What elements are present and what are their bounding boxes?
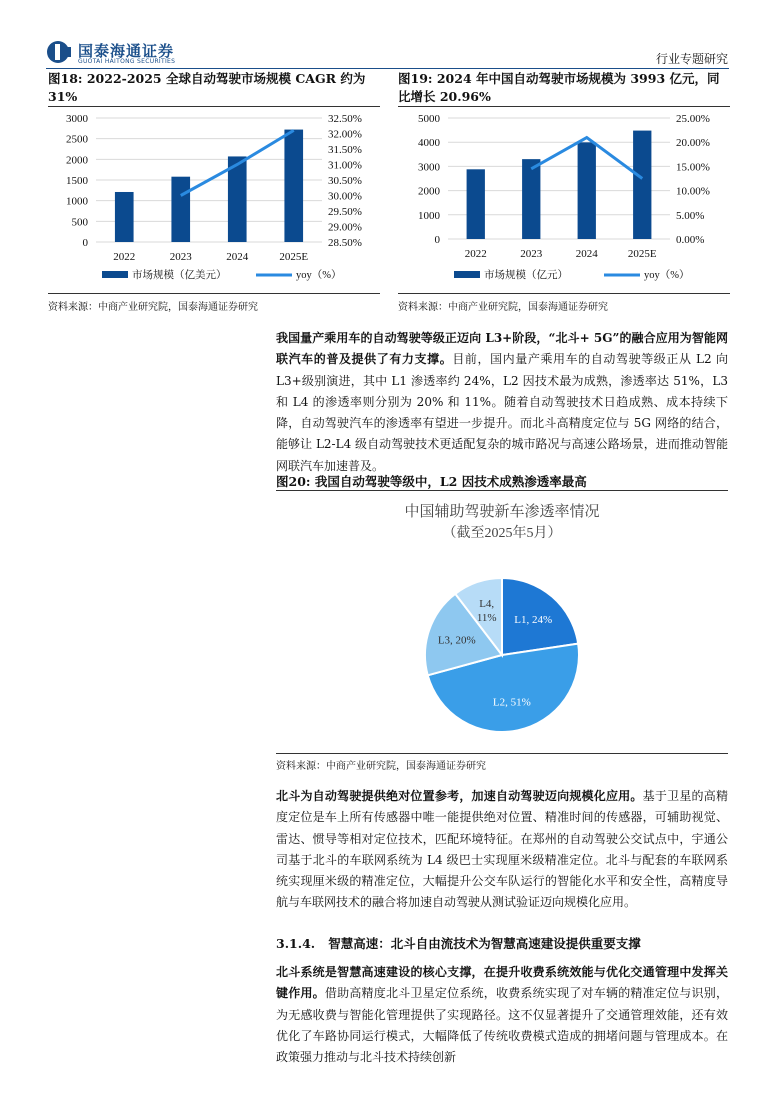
fig18-xtick: 2023 [169, 251, 192, 263]
fig19-xtick: 2024 [575, 248, 598, 260]
fig19-xtick: 2023 [520, 248, 543, 260]
fig18-ytick-right: 29.50% [328, 206, 362, 218]
fig19-legend-line-label: yoy（%） [644, 270, 690, 281]
fig20-chart [276, 492, 728, 750]
fig18-ytick-right: 31.00% [328, 159, 362, 172]
fig18-ytick-right: 30.00% [328, 190, 362, 203]
fig20-pie-title: 中国辅助驾驶新车渗透率情况 [404, 504, 600, 520]
fig18-xtick: 2022 [113, 251, 136, 263]
fig20-pie-label-l2: L2, 51% [492, 696, 531, 709]
fig19-ytick-left: 4000 [418, 137, 440, 150]
fig20-pie-label-l3: L3, 20% [437, 634, 476, 647]
paragraph-smart-highway-body: 借助高精度北斗卫星定位系统，收费系统实现了对车辆的精准定位与识别，为无感收费与智能化管理提供了实现路径。这不仅显著提升了交通管理效能，还有效优化了车路协同运行模式，大幅降低了传统收费模式造成的拥堵问题与管理成本。在政策强力推动与北斗技术持续创新 [276, 986, 728, 1065]
fig19-ytick-left: 0 [434, 234, 440, 246]
fig19-legend-bar-swatch [454, 271, 480, 278]
fig19-bar [633, 131, 651, 239]
fig19-ytick-right: 25.00% [676, 113, 710, 125]
fig18-ytick-left: 0 [82, 237, 88, 249]
fig18-legend-bar-swatch [102, 271, 128, 278]
fig20-bottom-rule [276, 753, 728, 754]
fig18-bottom-rule [48, 293, 380, 294]
fig18-bar [115, 192, 134, 242]
fig18-xtick: 2024 [226, 251, 249, 263]
fig19-legend-bar-label: 市场规模（亿元） [484, 270, 568, 281]
header-divider [46, 68, 729, 69]
fig20-source: 资料来源：中商产业研究院，国泰海通证券研究 [276, 761, 486, 772]
paragraph-smart-highway [276, 962, 728, 1068]
fig18-ytick-left: 2000 [66, 154, 88, 167]
fig18-chart [48, 108, 380, 288]
fig20-pie-label-l4: L4, 11% [476, 597, 497, 624]
fig19-bar [467, 169, 485, 239]
fig18-title-rule [48, 106, 380, 107]
fig19-bar [578, 142, 596, 239]
fig19-ytick-right: 15.00% [676, 161, 710, 174]
fig18-source: 资料来源：中商产业研究院，国泰海通证券研究 [48, 302, 258, 313]
fig20-pie-subtitle: （截至2025年5月） [442, 526, 562, 541]
fig18-bar [171, 177, 190, 242]
fig19-title: 图19: 2024 年中国自动驾驶市场规模为 3993 亿元，同比增长 20.96% [398, 71, 720, 104]
fig18-ytick-left: 1500 [66, 175, 88, 187]
fig19-xtick: 2022 [464, 248, 487, 260]
fig18-legend-line-label: yoy（%） [296, 270, 342, 281]
header-report-type: 行业专题研究 [655, 52, 728, 66]
fig19-xtick: 2025E [627, 248, 657, 260]
fig19-ytick-left: 1000 [418, 209, 440, 222]
fig18-ytick-left: 3000 [66, 113, 88, 125]
logo-text: 国泰海通证券 [78, 42, 175, 60]
paragraph-beidou-lead: 北斗为自动驾驶提供绝对位置参考，加速自动驾驶迈向规模化应用。 [276, 789, 643, 803]
fig18-ytick-right: 29.00% [328, 221, 362, 234]
paragraph-smart-highway-lead: 北斗系统是智慧高速建设的核心支撑，在提升收费系统效能与优化交通管理中发挥关键作用。 [276, 965, 728, 1001]
fig18-ytick-left: 2500 [66, 133, 88, 146]
fig19-title-rule [398, 106, 730, 107]
paragraph-beidou-positioning [276, 786, 728, 914]
logo-icon [46, 40, 74, 64]
fig19-ytick-left: 5000 [418, 113, 440, 125]
fig18-title: 图18: 2022-2025 全球自动驾驶市场规模 CAGR 约为 31% [48, 71, 366, 104]
fig18-xtick: 2025E [279, 251, 309, 263]
fig20-pie-label-l1: L1, 24% [514, 613, 553, 626]
fig20-title-rule [276, 490, 728, 491]
fig19-source: 资料来源：中商产业研究院，国泰海通证券研究 [398, 302, 608, 313]
paragraph-beidou-body: 基于卫星的高精度定位是车上所有传感器中唯一能提供绝对位置、精准时间的传感器，可辅助视觉、雷达、惯导等相对定位技术，匹配环境特征。在郑州的自动驾驶公交试点中，宇通公司基于北斗的车联网系统为 L4 级巴士实现厘米级精准定位。北斗与配套的车联网系统实现厘米级的精准定位，大幅提升公交车队运行的智能化水平和安全性，高精度导航与车联网技术的融合将加速自动驾驶从测试验证迈向规模化应用。 [276, 789, 728, 910]
fig18-ytick-right: 30.50% [328, 175, 362, 187]
fig18-legend-bar-label: 市场规模（亿美元） [132, 270, 227, 281]
fig19-ytick-left: 3000 [418, 161, 440, 174]
section-heading-3-1-4: 3.1.4. 智慧高速：北斗自由流技术为智慧高速建设提供重要支撑 [276, 936, 641, 951]
paragraph-autonomy-levels [276, 328, 728, 477]
fig19-ytick-right: 10.00% [676, 185, 710, 198]
logo-subtext: GUOTAI HAITONG SECURITIES [78, 58, 176, 65]
paragraph-autonomy-levels-lead: 我国量产乘用车的自动驾驶等级正迈向 L3+阶段，“北斗+ 5G”的融合应用为智能网联汽车的普及提供了有力支撑。 [276, 331, 728, 367]
fig19-ytick-right: 20.00% [676, 137, 710, 150]
fig19-ytick-right: 5.00% [676, 209, 705, 222]
fig19-ytick-left: 2000 [418, 185, 440, 198]
fig19-bottom-rule [398, 293, 730, 294]
fig19-chart [398, 108, 730, 288]
fig19-bar [522, 159, 540, 239]
fig20-title: 图20: 我国自动驾驶等级中，L2 因技术成熟渗透率最高 [276, 474, 587, 489]
fig18-ytick-right: 28.50% [328, 237, 362, 249]
fig18-ytick-right: 31.50% [328, 144, 362, 156]
paragraph-autonomy-levels-body: 目前，国内量产乘用车的自动驾驶等级正从 L2 向 L3+级别演进，其中 L1 渗透率约 24%，L2 因技术最为成熟，渗透率达 51%，L3 和 L4 的渗透率则分别为 20% 和 11%。随着自动驾驶技术日趋成熟、成本持续下降，自动驾驶汽车的渗透率有望进一步提升。而北斗高精度定位与 5G 网络的结合，能够让 L2-L4 级自动驾驶技术更适配复杂的城市路况与高速公路场景，进而推动智能网联汽车加速普及。 [276, 352, 728, 473]
fig19-ytick-right: 0.00% [676, 234, 705, 246]
fig18-ytick-right: 32.50% [328, 113, 362, 125]
fig18-ytick-right: 32.00% [328, 128, 362, 141]
logo [46, 40, 74, 64]
fig18-ytick-left: 500 [71, 216, 88, 229]
fig18-ytick-left: 1000 [66, 195, 88, 208]
fig18-bar [284, 130, 303, 242]
